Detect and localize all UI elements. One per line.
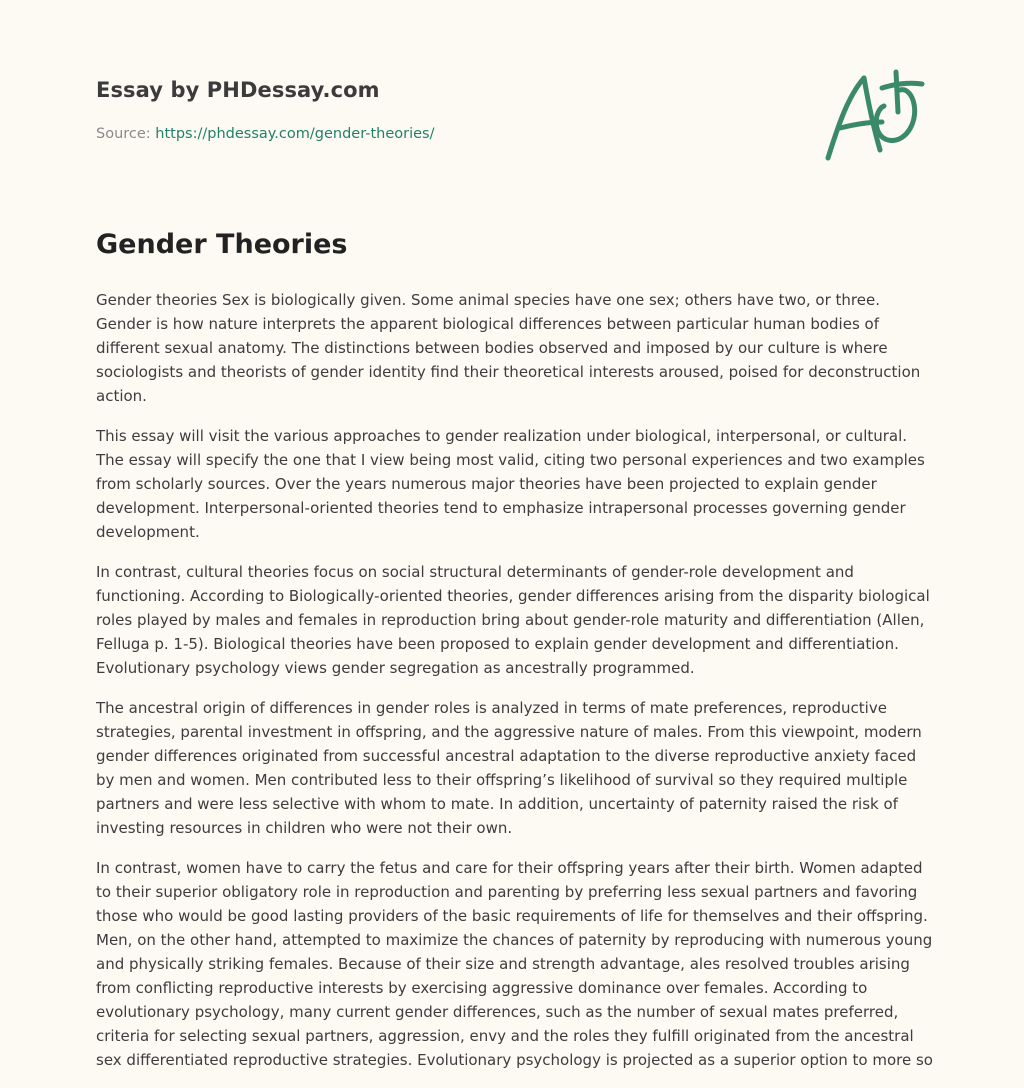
- essay-header: [96, 76, 796, 144]
- source-line: [96, 124, 796, 144]
- article-paragraph: The ancestral origin of differences in gender roles is analyzed in terms of mate preferences, reproductive strategies, parental investment in offspring, and the aggressive nature of males. From this viewpoint, modern gender differences originated from successful ancestral adaptation to the diverse reproductive anxiety faced by men and women. Men contributed less to their offspring’s likelihood of survival so they required multiple partners and were less selective with whom to mate. In addition, uncertainty of paternity raised the risk of investing resources in children who were not their own.: [96, 699, 922, 837]
- article-paragraph: In contrast, women have to carry the fetus and care for their offspring years after their birth. Women adapted to their superior obligatory role in reproduction and parenting by preferring less sexual partners and favoring those who would be good lasting providers of the basic requirements of life for themselves and their offspring. Men, on the other hand, attempted to maximize the chances of paternity by reproducing with numerous young and physically striking females. Because of their size and strength advantage, ales resolved troubles arising from conflicting reproductive interests by exercising aggressive dominance over females. According to evolutionary psychology, many current gender differences, such as the number of sexual mates preferred, criteria for selecting sexual partners, aggression, envy and the roles they fulfill originated from the ancestral sex differentiated reproductive strategies. Evolutionary psychology is projected as a superior option to more so: [96, 859, 933, 1069]
- article-title: Gender Theories: [96, 229, 348, 260]
- article-paragraph: This essay will visit the various approaches to gender realization under biological, interpersonal, or cultural. The essay will specify the one that I view being most valid, citing two personal experiences and two examples from scholarly sources. Over the years numerous major theories have been projected to explain gender development. Interpersonal-oriented theories tend to emphasize intrapersonal processes governing gender development.: [96, 427, 925, 541]
- article-paragraph: In contrast, cultural theories focus on social structural determinants of gender-role development and functioning. According to Biologically-oriented theories, gender differences arising from the disparity biological roles played by males and females in reproduction bring about gender-role maturity and differentiation (Allen, Felluga p. 1-5). Biological theories have been proposed to explain gender development and differentiation. Evolutionary psychology views gender segregation as ancestrally programmed.: [96, 563, 930, 677]
- source-label: Source:: [96, 126, 151, 142]
- article: [96, 226, 936, 1088]
- a-plus-grade-logo-icon: [818, 66, 928, 166]
- article-paragraph: Gender theories Sex is biologically given. Some animal species have one sex; others have two, or three. Gender is how nature interprets the apparent biological differences between particular human bodies of different sexual anatomy. The distinctions between bodies observed and imposed by our culture is where sociologists and theorists of gender identity find their theoretical interests aroused, poised for deconstruction action.: [96, 291, 921, 405]
- brand-title: Essay by PHDessay.com: [96, 78, 380, 102]
- source-link[interactable]: https://phdessay.com/gender-theories/: [155, 126, 435, 142]
